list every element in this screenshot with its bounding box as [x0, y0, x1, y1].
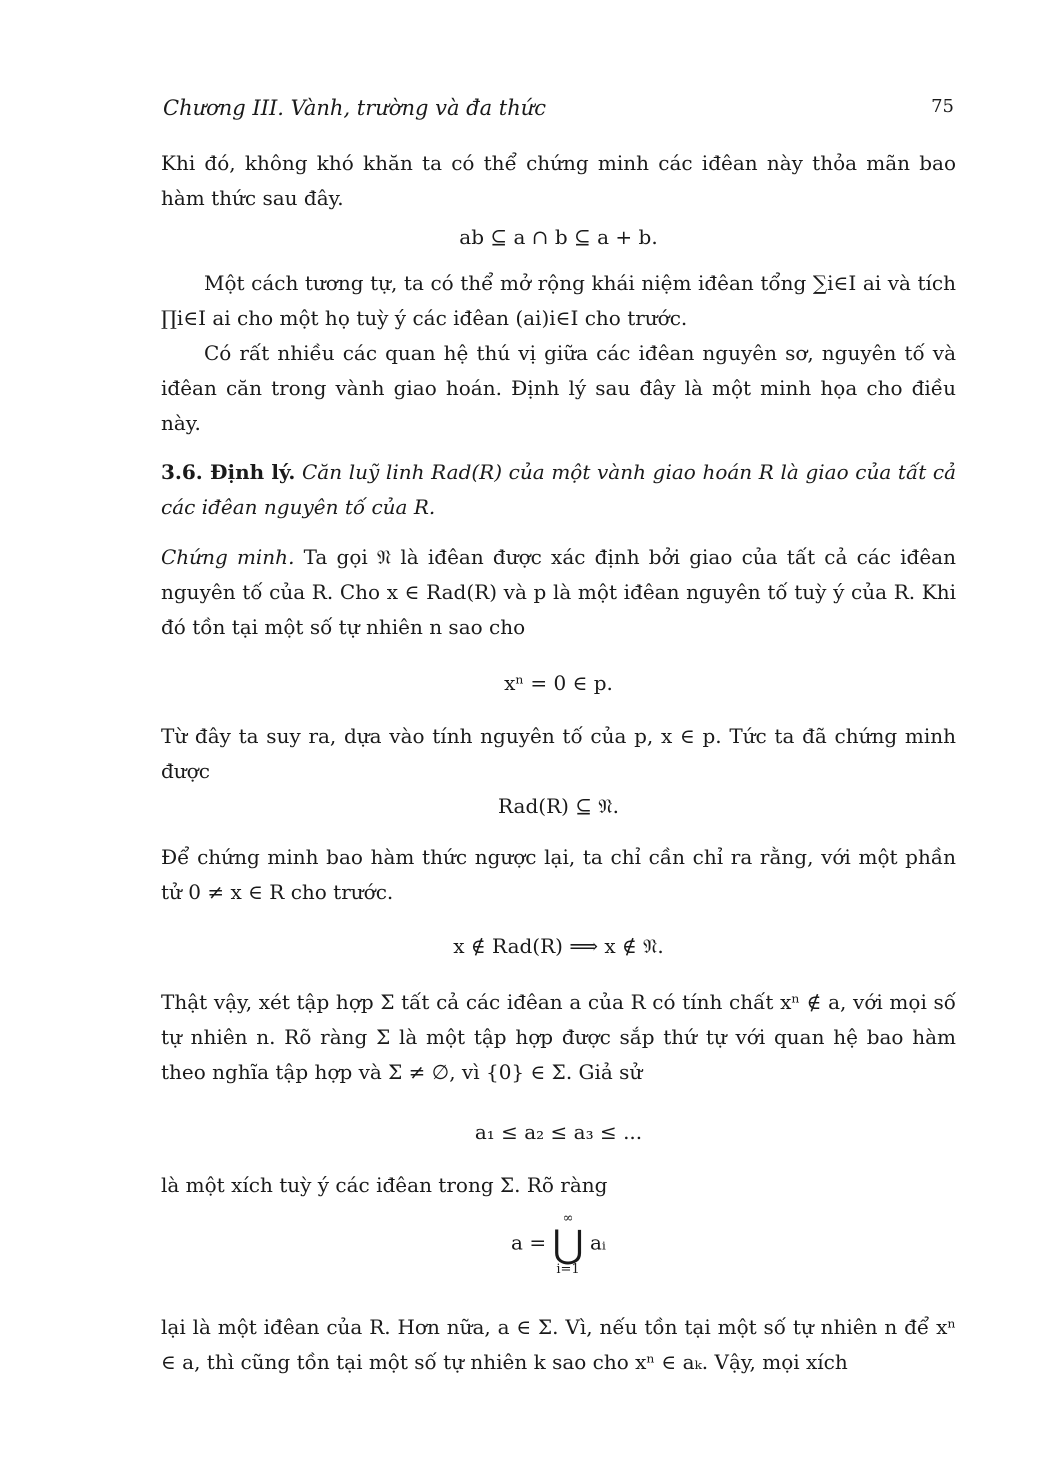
union-rhs: aᵢ: [589, 1230, 606, 1255]
theorem-statement: Căn luỹ linh Rad(R) của một vành giao hoán R là giao của tất cả các iđêan nguyên tố của R.: [161, 460, 957, 519]
page-number: 75: [931, 96, 954, 117]
union-lower-limit: i=1: [556, 1262, 580, 1277]
equation-chain: a₁ ≤ a₂ ≤ a₃ ≤ ...: [474, 1120, 643, 1144]
paragraph-chain: là một xích tuỳ ý các iđêan trong Σ. Rõ ràng: [161, 1173, 608, 1197]
equation-inclusion: ab ⊆ a ∩ b ⊆ a + b.: [459, 225, 658, 249]
theorem-3-6: [161, 455, 956, 525]
running-header: Chương III. Vành, trường và đa thức: [163, 96, 547, 120]
equation-union: [161, 1212, 956, 1276]
equation-rad-subset: Rad(R) ⊆ 𝔑.: [498, 794, 619, 818]
union-lhs: a =: [511, 1230, 547, 1255]
paragraph-converse: Để chứng minh bao hàm thức ngược lại, ta chỉ cần chỉ ra rằng, với một phần tử 0 ≠ x ∈ R cho trước.: [161, 845, 956, 904]
paragraph-union-ideal: lại là một iđêan của R. Hơn nữa, a ∈ Σ. Vì, nếu tồn tại một số tự nhiên n để xⁿ ∈ a, thì cũng tồn tại một số tự nhiên k sao cho xⁿ ∈ aₖ. Vậy, mọi xích: [161, 1315, 956, 1374]
proof-label: Chứng minh.: [161, 545, 295, 569]
theorem-label: 3.6. Định lý.: [161, 460, 296, 484]
union-symbol: ⋃: [552, 1222, 584, 1266]
proof-text: Ta gọi 𝔑 là iđêan được xác định bởi giao của tất cả các iđêan nguyên tố của R. Cho x ∈ Rad(R) và p là một iđêan nguyên tố tuỳ ý của R. Khi đó tồn tại một số tự nhiên n sao cho: [161, 545, 956, 639]
paragraph-relations: Có rất nhiều các quan hệ thú vị giữa các iđêan nguyên sơ, nguyên tố và iđêan căn trong vành giao hoán. Định lý sau đây là một minh họa cho điều này.: [161, 341, 956, 435]
proof-paragraph: [161, 540, 956, 645]
equation-implication: x ∉ Rad(R) ⟹ x ∉ 𝔑.: [453, 934, 664, 958]
paragraph-sum-product: Một cách tương tự, ta có thể mở rộng khái niệm iđêan tổng ∑i∈I ai và tích ∏i∈I ai cho một họ tuỳ ý các iđêan (ai)i∈I cho trước.: [161, 271, 956, 330]
paragraph-prime-property: Từ đây ta suy ra, dựa vào tính nguyên tố của p, x ∈ p. Tức ta đã chứng minh được: [161, 724, 956, 783]
big-union: [552, 1212, 583, 1276]
paragraph-intro: Khi đó, không khó khăn ta có thể chứng minh các iđêan này thỏa mãn bao hàm thức sau đây.: [161, 151, 956, 210]
paragraph-sigma-set: Thật vậy, xét tập hợp Σ tất cả các iđêan a của R có tính chất xⁿ ∉ a, với mọi số tự nhiên n. Rõ ràng Σ là một tập hợp được sắp thứ tự với quan hệ bao hàm theo nghĩa tập hợp và Σ ≠ ∅, vì {0} ∈ Σ. Giả sử: [161, 990, 956, 1084]
equation-power-zero: xⁿ = 0 ∈ p.: [504, 671, 613, 695]
union-upper-limit: ∞: [562, 1211, 574, 1226]
